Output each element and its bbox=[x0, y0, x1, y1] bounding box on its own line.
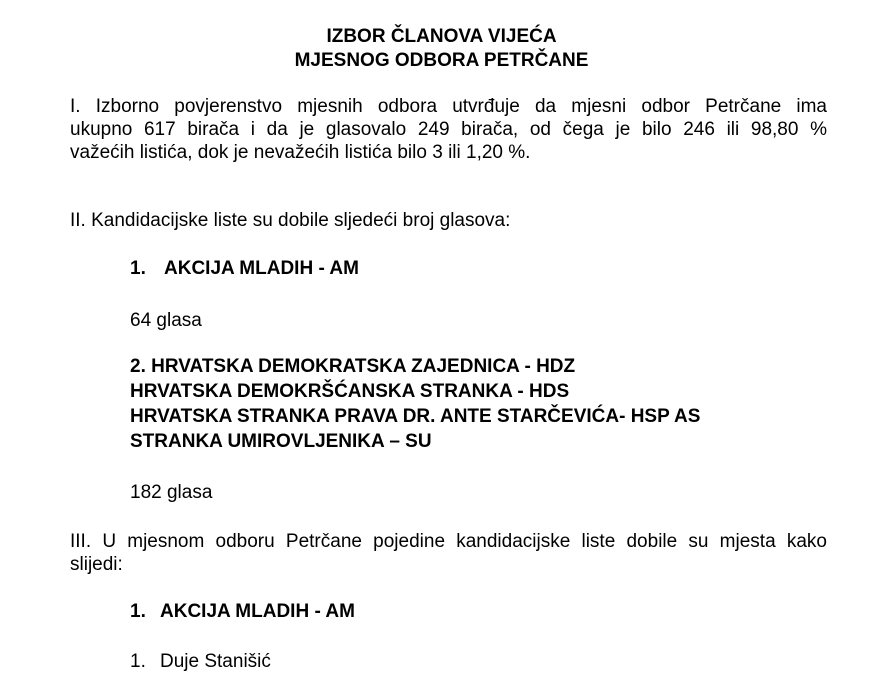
list-2-title bbox=[130, 354, 700, 454]
section-3-line2: slijedi: bbox=[70, 554, 123, 575]
section-3-paragraph bbox=[70, 530, 827, 576]
member-list-item bbox=[130, 649, 271, 674]
member-name: Duje Stanišić bbox=[160, 651, 271, 672]
document-title-line1: IZBOR ČLANOVA VIJEĆA bbox=[326, 26, 557, 47]
section-2-heading: II. Kandidacijske liste su dobile sljedeći broj glasova: bbox=[70, 210, 511, 231]
seat-list-1-name: AKCIJA MLADIH - AM bbox=[160, 601, 355, 622]
section-1-line1: I. Izborno povjerenstvo mjesnih odbora utvrđuje da mjesni odbor Petrčane ima bbox=[70, 96, 827, 117]
list-2-votes: 182 glasa bbox=[130, 482, 213, 503]
list-2-line3: HRVATSKA STRANKA PRAVA DR. ANTE STARČEVIĆA- HSP AS bbox=[130, 406, 701, 427]
list-2-number: 2. bbox=[130, 356, 146, 377]
section-1-paragraph bbox=[70, 95, 827, 164]
seat-list-1-title bbox=[130, 599, 355, 624]
list-1-title bbox=[130, 256, 359, 281]
document-title-line2: MJESNOG ODBORA PETRČANE bbox=[294, 50, 589, 71]
section-1-line2: ukupno 617 birača i da je glasovalo 249 birača, od čega je bilo 246 ili 98,80 % bbox=[70, 119, 827, 140]
list-2-line2: HRVATSKA DEMOKRŠĆANSKA STRANKA - HDS bbox=[130, 381, 570, 402]
list-2-line1: HRVATSKA DEMOKRATSKA ZAJEDNICA - HDZ bbox=[151, 356, 576, 377]
list-1-votes: 64 glasa bbox=[130, 310, 202, 331]
list-1-name: AKCIJA MLADIH - AM bbox=[164, 258, 359, 279]
member-number: 1. bbox=[130, 651, 146, 672]
section-3-line1: III. U mjesnom odboru Petrčane pojedine kandidacijske liste dobile su mjesta kako bbox=[70, 531, 827, 552]
section-1-line3: važećih listića, dok je nevažećih listića bilo 3 ili 1,20 %. bbox=[70, 142, 531, 163]
seat-list-1-number: 1. bbox=[130, 601, 146, 622]
list-2-line4: STRANKA UMIROVLJENIKA – SU bbox=[130, 431, 432, 452]
list-1-number: 1. bbox=[130, 258, 146, 279]
